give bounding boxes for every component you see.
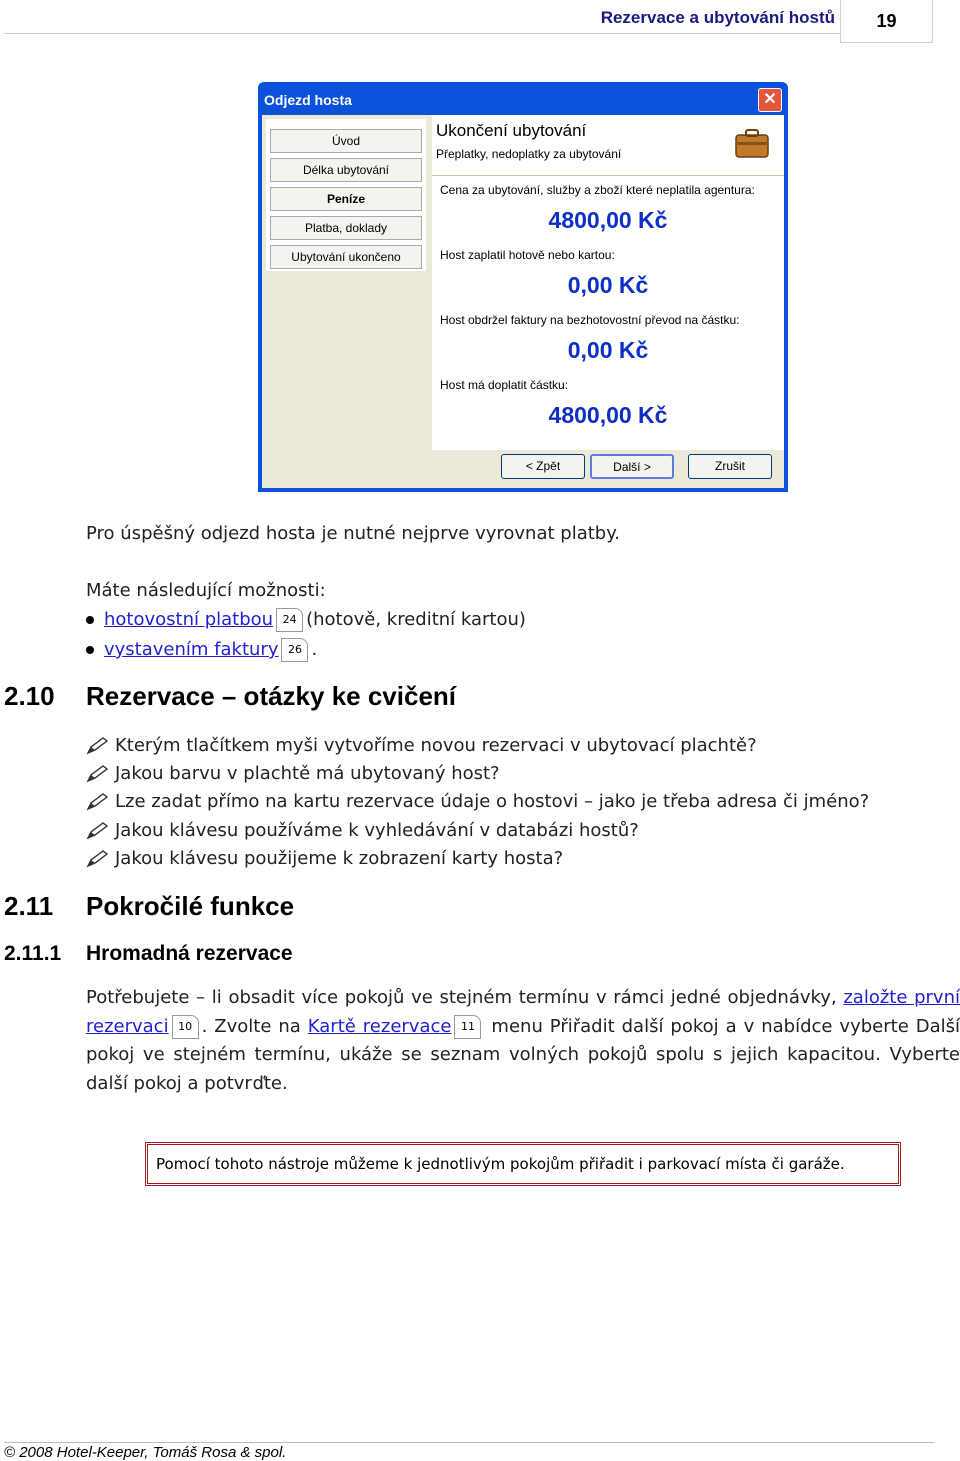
option-suffix: (hotově, kreditní kartou) — [306, 609, 526, 630]
question-text: Jakou barvu v plachtě má ubytovaný host? — [115, 763, 500, 784]
row-amount-invoiced: 0,00 Kč — [567, 337, 649, 363]
nav-finished-button[interactable]: Ubytování ukončeno — [270, 245, 422, 269]
row-label-invoiced: Host obdržel faktury na bezhotovostní převod na částku: — [440, 313, 740, 327]
row-label-paid: Host zaplatil hotově nebo kartou: — [440, 248, 615, 262]
cash-payment-link[interactable]: hotovostní platbou — [104, 609, 274, 630]
page-ref-badge[interactable]: 26 — [281, 638, 308, 662]
row-amount-due: 4800,00 Kč — [548, 402, 668, 428]
question-text: Kterým tlačítkem myši vytvoříme novou rezervaci v ubytovací plachtě? — [115, 735, 757, 756]
back-button[interactable]: < Zpět — [501, 454, 585, 479]
nav-length-button[interactable]: Délka ubytování — [270, 158, 422, 182]
question-item — [86, 848, 563, 869]
invoice-link[interactable]: vystavením faktury — [104, 639, 279, 660]
question-text: Lze zadat přímo na kartu rezervace údaje o hostovi – jako je třeba adresa či jméno? — [115, 791, 870, 812]
wizard-heading: Ukončení ubytování — [436, 121, 587, 140]
question-text: Jakou klávesu používáme k vyhledávání v databázi hostů? — [115, 820, 639, 841]
nav-money-button[interactable]: Peníze — [270, 187, 422, 211]
intro-line-2: Máte následující možnosti: — [86, 580, 326, 601]
page-ref-badge[interactable]: 24 — [276, 608, 303, 632]
row-label-total: Cena za ubytování, služby a zboží které neplatila agentura: — [440, 183, 755, 197]
bulk-reservation-paragraph — [86, 984, 960, 1098]
section-number: 2.10 — [4, 681, 55, 711]
row-label-due: Host má doplatit částku: — [440, 378, 569, 392]
dialog-title: Odjezd hosta — [264, 92, 352, 108]
section-title: Pokročilé funkce — [86, 891, 295, 921]
question-item — [86, 735, 757, 756]
section-title: Rezervace – otázky ke cvičení — [86, 681, 457, 711]
footer-rule — [4, 1442, 934, 1443]
page-ref-badge[interactable]: 11 — [454, 1015, 481, 1039]
subsection-number: 2.11.1 — [4, 942, 62, 965]
page-number: 19 — [840, 0, 933, 43]
option-item — [86, 638, 317, 662]
question-item — [86, 763, 500, 784]
question-item — [86, 820, 639, 841]
next-button[interactable]: Další > — [590, 454, 674, 479]
nav-intro-button[interactable]: Úvod — [270, 129, 422, 153]
question-text: Jakou klávesu použijeme k zobrazení karty hosta? — [115, 848, 564, 869]
briefcase-icon — [734, 127, 770, 159]
subsection-title: Hromadná rezervace — [86, 942, 293, 965]
page-ref-badge[interactable]: 10 — [172, 1015, 199, 1039]
nav-payment-button[interactable]: Platba, doklady — [270, 216, 422, 240]
running-header-title: Rezervace a ubytování hostů — [600, 8, 835, 27]
first-reservation-link[interactable]: založte první rezervaci — [86, 987, 960, 1037]
cancel-button[interactable]: Zrušit — [688, 454, 772, 479]
para-part-b: . Zvolte na — [201, 1015, 301, 1037]
pencil-icon — [86, 822, 108, 840]
pencil-icon — [86, 793, 108, 811]
wizard-nav-panel — [266, 119, 426, 271]
wizard-header — [432, 115, 784, 176]
reservation-card-link[interactable]: Kartě rezervace — [307, 1015, 452, 1037]
para-part-c: menu Přiřadit další pokoj a v nabídce vyberte Další pokoj ve stejném termínu, ukáže se seznam volných pokojů spolu s jejich kapacitou. Vyberte další pokoj a potvrďte. — [86, 1015, 960, 1094]
wizard-content — [432, 115, 784, 450]
wizard-subheading: Přeplatky, nedoplatky za ubytování — [436, 147, 622, 161]
question-item — [86, 791, 869, 812]
footer-copyright: © 2008 Hotel-Keeper, Tomáš Rosa & spol. — [4, 1444, 287, 1461]
bullet — [86, 616, 94, 624]
header-rule — [4, 33, 840, 34]
departure-dialog-window — [258, 82, 788, 492]
option-item — [86, 608, 526, 632]
note-box: Pomocí tohoto nástroje můžeme k jednotlivým pokojům přiřadit i parkovací místa či garáže. — [145, 1142, 901, 1186]
pencil-icon — [86, 765, 108, 783]
pencil-icon — [86, 737, 108, 755]
para-part-a: Potřebujete – li obsadit více pokojů ve stejném termínu v rámci jedné objednávky, — [86, 987, 837, 1008]
row-amount-paid: 0,00 Kč — [567, 272, 649, 298]
pencil-icon — [86, 850, 108, 868]
dialog-client-area — [262, 115, 784, 488]
bullet — [86, 646, 94, 654]
intro-line-1: Pro úspěšný odjezd hosta je nutné nejprve vyrovnat platby. — [86, 523, 621, 544]
close-icon[interactable]: ✕ — [758, 88, 782, 112]
section-number: 2.11 — [4, 891, 54, 921]
option-suffix: . — [311, 639, 318, 660]
row-amount-total: 4800,00 Kč — [548, 207, 668, 233]
